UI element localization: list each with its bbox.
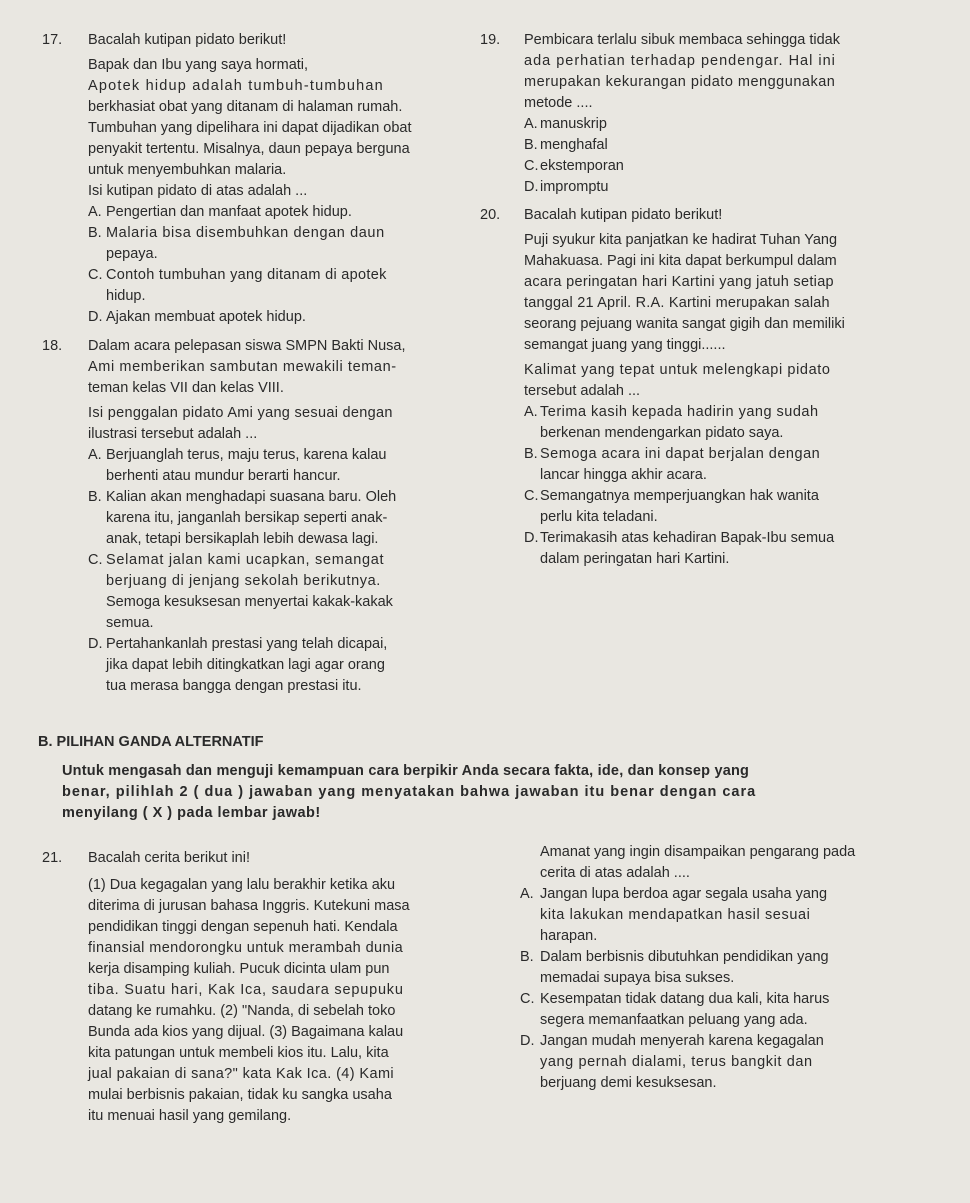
option-text: Semoga kesuksesan menyertai kakak-kakak	[106, 594, 393, 610]
story-line: tiba. Suatu hari, Kak Ica, saudara sepupuku	[88, 982, 404, 998]
option-letter: C.	[88, 552, 103, 568]
option-text: karena itu, janganlah bersikap seperti anak-	[106, 510, 388, 526]
option-text: anak, tetapi bersikaplah lebih dewasa lagi.	[106, 531, 379, 547]
option-text: berjuang demi kesuksesan.	[540, 1075, 717, 1091]
option-letter: C.	[524, 158, 539, 174]
speech-line: tanggal 21 April. R.A. Kartini merupakan salah	[524, 295, 830, 311]
option-b[interactable]	[42, 223, 462, 265]
option-text: harapan.	[540, 928, 598, 944]
option-letter: B.	[520, 949, 534, 965]
speech-line: Puji syukur kita panjatkan ke hadirat Tuhan Yang	[524, 232, 838, 248]
speech-line: untuk menyembuhkan malaria.	[88, 162, 287, 178]
question-stem: Isi kutipan pidato di atas adalah ...	[88, 183, 308, 199]
speech-line: seorang pejuang wanita sangat gigih dan memiliki	[524, 316, 845, 332]
question-stem: cerita di atas adalah ....	[540, 865, 690, 881]
question-line: ada perhatian terhadap pendengar. Hal ini	[524, 53, 836, 69]
question-18	[42, 336, 462, 697]
question-text-line	[42, 848, 472, 869]
story-line: kita patungan untuk membeli kios itu. Lalu, kita	[88, 1045, 389, 1061]
option-letter: B.	[88, 489, 102, 505]
option-text: yang pernah dialami, terus bangkit dan	[540, 1054, 813, 1070]
question-text-line	[480, 205, 935, 226]
question-19	[480, 30, 935, 198]
question-number: 20.	[480, 207, 501, 223]
speech-line: penyakit tertentu. Misalnya, daun pepaya berguna	[88, 141, 410, 157]
question-21-options	[520, 842, 940, 1094]
question-prompt: Bacalah cerita berikut ini!	[88, 850, 250, 866]
question-number: 18.	[42, 338, 63, 354]
option-text: Semoga acara ini dapat berjalan dengan	[540, 446, 821, 462]
option-b[interactable]	[480, 135, 935, 156]
question-21	[42, 848, 472, 1127]
option-text: Terimakasih atas kehadiran Bapak-Ibu semua	[540, 530, 835, 546]
option-d[interactable]	[480, 528, 935, 570]
option-letter: C.	[524, 488, 539, 504]
story-line: finansial mendorongku untuk merambah dunia	[88, 940, 404, 956]
speech-greeting: Bapak dan Ibu yang saya hormati,	[88, 57, 309, 73]
question-stem: tersebut adalah ...	[524, 383, 641, 399]
story-line: jual pakaian di sana?" kata Kak Ica. (4) Kami	[88, 1066, 395, 1082]
option-text: impromptu	[540, 179, 609, 195]
speech-line: semangat juang yang tinggi......	[524, 337, 726, 353]
option-text: Dalam berbisnis dibutuhkan pendidikan yang	[540, 949, 829, 965]
question-text-line	[42, 336, 462, 357]
option-letter: D.	[520, 1033, 535, 1049]
option-text: Semangatnya memperjuangkan hak wanita	[540, 488, 819, 504]
option-d[interactable]	[42, 307, 462, 328]
option-a[interactable]	[520, 884, 940, 947]
option-c[interactable]	[480, 156, 935, 177]
option-letter: A.	[88, 204, 102, 220]
option-letter: A.	[88, 447, 102, 463]
question-prompt: Pembicara terlalu sibuk membaca sehingga tidak	[524, 32, 840, 48]
option-a[interactable]	[42, 445, 462, 487]
option-letter: D.	[88, 636, 103, 652]
option-text: Kalian akan menghadapi suasana baru. Oleh	[106, 489, 397, 505]
question-stem: ilustrasi tersebut adalah ...	[88, 426, 258, 442]
option-text: Jangan mudah menyerah karena kegagalan	[540, 1033, 824, 1049]
option-c[interactable]	[42, 550, 462, 634]
option-text: kita lakukan mendapatkan hasil sesuai	[540, 907, 811, 923]
story-line: (1) Dua kegagalan yang lalu berakhir ketika aku	[88, 877, 396, 893]
option-letter: A.	[524, 116, 538, 132]
question-stem: Kalimat yang tepat untuk melengkapi pidato	[524, 362, 831, 378]
option-text: memadai supaya bisa sukses.	[540, 970, 735, 986]
section-title: B. PILIHAN GANDA ALTERNATIF	[38, 734, 264, 750]
option-text: Contoh tumbuhan yang ditanam di apotek	[106, 267, 387, 283]
option-a[interactable]	[42, 202, 462, 223]
option-letter: A.	[520, 886, 534, 902]
option-letter: B.	[524, 137, 538, 153]
question-stem: Amanat yang ingin disampaikan pengarang pada	[540, 844, 856, 860]
option-c[interactable]	[42, 265, 462, 307]
question-stem: Isi penggalan pidato Ami yang sesuai dengan	[88, 405, 393, 421]
story-line: kerja disamping kuliah. Pucuk dicinta ulam pun	[88, 961, 390, 977]
option-b[interactable]	[520, 947, 940, 989]
speech-line: acara peringatan hari Kartini yang jatuh setiap	[524, 274, 834, 290]
option-c[interactable]	[520, 989, 940, 1031]
section-instruction: benar, pilihlah 2 ( dua ) jawaban yang menyatakan bahwa jawaban itu benar dengan cara	[62, 784, 757, 800]
option-text: hidup.	[106, 288, 146, 304]
story-line: Bunda ada kios yang dijual. (3) Bagaimana kalau	[88, 1024, 404, 1040]
option-text: Pertahankanlah prestasi yang telah dicapai,	[106, 636, 388, 652]
section-b	[38, 732, 922, 824]
option-text: berkenan mendengarkan pidato saya.	[540, 425, 784, 441]
option-text: manuskrip	[540, 116, 607, 132]
option-letter: A.	[524, 404, 538, 420]
option-letter: D.	[524, 530, 539, 546]
question-line: merupakan kekurangan pidato menggunakan	[524, 74, 836, 90]
question-line: metode ....	[524, 95, 593, 111]
option-text: berjuang di jenjang sekolah berikutnya.	[106, 573, 381, 589]
option-text: Kesempatan tidak datang dua kali, kita harus	[540, 991, 830, 1007]
story-line: pendidikan tinggi dengan sepenuh hati. Kendala	[88, 919, 398, 935]
speech-line: Apotek hidup adalah tumbuh-tumbuhan	[88, 78, 384, 94]
option-c[interactable]	[480, 486, 935, 528]
option-text: dalam peringatan hari Kartini.	[540, 551, 730, 567]
option-text: ekstemporan	[540, 158, 624, 174]
option-text: semua.	[106, 615, 154, 631]
section-instruction: menyilang ( X ) pada lembar jawab!	[62, 805, 321, 821]
option-text: Pengertian dan manfaat apotek hidup.	[106, 204, 352, 220]
option-d[interactable]	[520, 1031, 940, 1094]
question-line: teman kelas VII dan kelas VIII.	[88, 380, 284, 396]
speech-line: berkhasiat obat yang ditanam di halaman rumah.	[88, 99, 403, 115]
option-text: Berjuanglah terus, maju terus, karena kalau	[106, 447, 387, 463]
option-text: lancar hingga akhir acara.	[540, 467, 707, 483]
option-text: pepaya.	[106, 246, 158, 262]
option-a[interactable]	[480, 114, 935, 135]
question-text-line	[42, 30, 462, 51]
option-a[interactable]	[480, 402, 935, 444]
option-text: Malaria bisa disembuhkan dengan daun	[106, 225, 385, 241]
question-20	[480, 205, 935, 570]
question-prompt: Bacalah kutipan pidato berikut!	[88, 32, 287, 48]
question-17	[42, 30, 462, 328]
option-text: menghafal	[540, 137, 608, 153]
question-prompt: Bacalah kutipan pidato berikut!	[524, 207, 723, 223]
story-line: datang ke rumahku. (2) "Nanda, di sebelah toko	[88, 1003, 396, 1019]
option-letter: C.	[520, 991, 535, 1007]
option-text: Ajakan membuat apotek hidup.	[106, 309, 306, 325]
story-line: itu menuai hasil yang gemilang.	[88, 1108, 292, 1124]
section-instruction: Untuk mengasah dan menguji kemampuan cara berpikir Anda secara fakta, ide, dan konsep yang	[62, 763, 750, 779]
story-line: diterima di jurusan bahasa Inggris. Kutekuni masa	[88, 898, 410, 914]
question-line: Ami memberikan sambutan mewakili teman-	[88, 359, 397, 375]
option-letter: D.	[88, 309, 103, 325]
question-number: 21.	[42, 850, 63, 866]
option-d[interactable]	[42, 634, 462, 697]
question-number: 19.	[480, 32, 501, 48]
option-letter: D.	[524, 179, 539, 195]
option-letter: B.	[88, 225, 102, 241]
option-letter: B.	[524, 446, 538, 462]
option-text: Selamat jalan kami ucapkan, semangat	[106, 552, 385, 568]
option-text: jika dapat lebih ditingkatkan lagi agar orang	[106, 657, 385, 673]
option-text: tua merasa bangga dengan prestasi itu.	[106, 678, 362, 694]
option-letter: C.	[88, 267, 103, 283]
option-text: segera memanfaatkan peluang yang ada.	[540, 1012, 808, 1028]
speech-line: Tumbuhan yang dipelihara ini dapat dijadikan obat	[88, 120, 412, 136]
option-text: perlu kita teladani.	[540, 509, 658, 525]
option-d[interactable]	[480, 177, 935, 198]
option-text: berhenti atau mundur berarti hancur.	[106, 468, 341, 484]
question-prompt: Dalam acara pelepasan siswa SMPN Bakti Nusa,	[88, 338, 406, 354]
story-line: mulai berbisnis pakaian, tidak ku sangka usaha	[88, 1087, 392, 1103]
option-text: Terima kasih kepada hadirin yang sudah	[540, 404, 819, 420]
question-number: 17.	[42, 32, 63, 48]
question-text-line	[480, 30, 935, 51]
option-text: Jangan lupa berdoa agar segala usaha yang	[540, 886, 828, 902]
option-b[interactable]	[480, 444, 935, 486]
option-b[interactable]	[42, 487, 462, 550]
speech-line: Mahakuasa. Pagi ini kita dapat berkumpul dalam	[524, 253, 837, 269]
